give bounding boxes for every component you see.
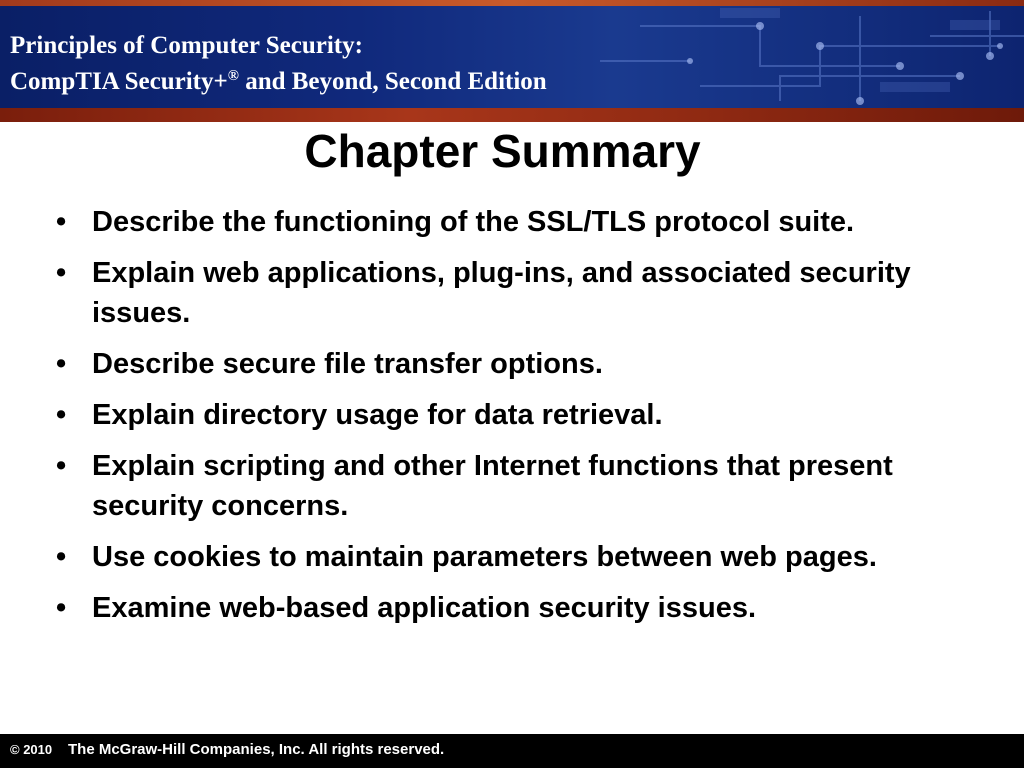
bullet-item [56, 344, 1006, 384]
copyright-notice: The McGraw-Hill Companies, Inc. All rights reserved. [68, 741, 445, 758]
course-title-line-2 [10, 64, 547, 100]
footer-bar [0, 734, 1024, 768]
bullet-item [56, 395, 1006, 435]
banner-bottom-stripe [0, 108, 1024, 122]
summary-bullet-list [56, 202, 1006, 639]
bullet-text: Describe secure file transfer options. [92, 348, 603, 380]
bullet-item [56, 202, 1006, 242]
bullet-marker: • [56, 450, 67, 482]
bullet-text: Explain scripting and other Internet functions that present security concerns. [92, 450, 893, 522]
course-title-line-2-start: CompTIA Security+ [10, 68, 228, 95]
bullet-text: Use cookies to maintain parameters between web pages. [92, 541, 877, 573]
bullet-text: Explain directory usage for data retrieval. [92, 399, 663, 431]
registered-mark: ® [227, 68, 239, 84]
course-title-line-1: Principles of Computer Security: [10, 32, 363, 59]
bullet-marker: • [56, 348, 67, 380]
bullet-text: Describe the functioning of the SSL/TLS protocol suite. [92, 206, 855, 238]
header-banner [0, 0, 1024, 122]
bullet-item [56, 446, 1006, 526]
bullet-text: Examine web-based application security issues. [92, 592, 757, 624]
bullet-item [56, 253, 1006, 333]
copyright-year: © 2010 [10, 742, 53, 757]
bullet-marker: • [56, 592, 67, 624]
bullet-text: Explain web applications, plug-ins, and associated security issues. [92, 257, 911, 329]
slide-title: Chapter Summary [304, 125, 701, 177]
course-title-line-2-end: and Beyond, Second Edition [238, 68, 547, 95]
bullet-marker: • [56, 541, 67, 573]
bullet-item [56, 588, 1006, 628]
bullet-marker: • [56, 257, 67, 289]
bullet-marker: • [56, 399, 67, 431]
bullet-marker: • [56, 206, 67, 238]
course-title [10, 28, 547, 100]
bullet-item [56, 537, 1006, 577]
